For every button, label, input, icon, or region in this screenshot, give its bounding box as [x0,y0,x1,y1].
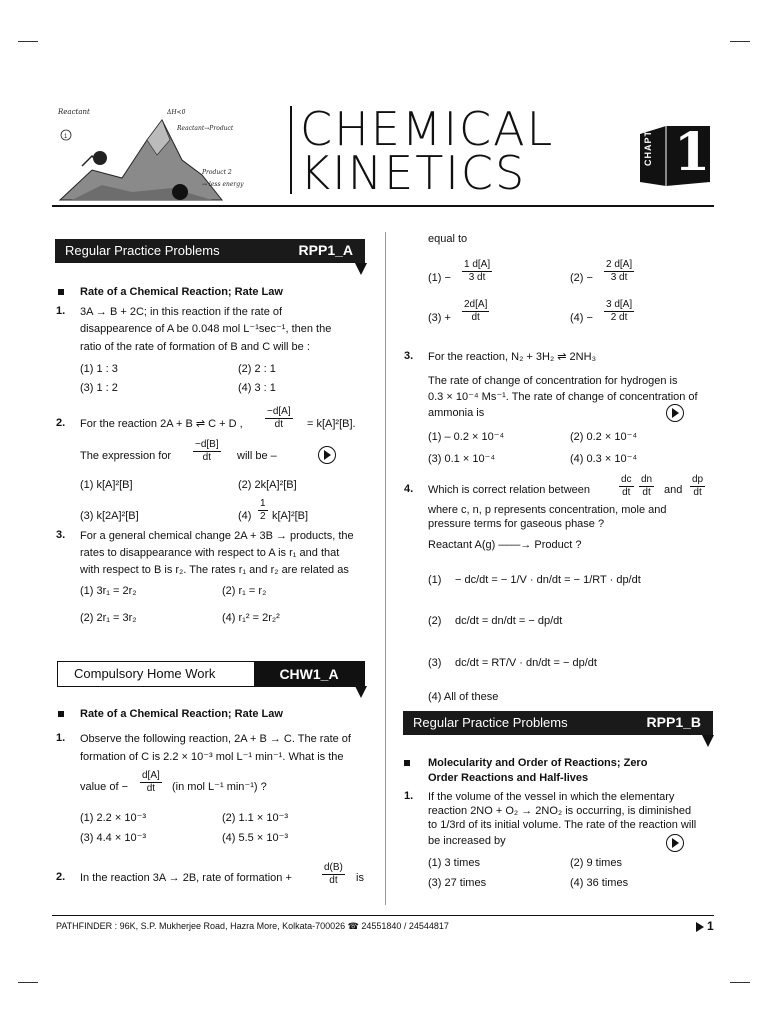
option: (4) 5.5 × 10⁻³ [222,832,289,844]
fraction: $\frac{-d[A]}{dt}$ [267,406,291,430]
q-text: pressure terms for gaseous phase ? [428,518,605,530]
bullet [58,711,64,717]
topic-heading: Order Reactions and Half-lives [428,772,589,784]
option: (2) r₁ = r₂ [222,585,267,597]
option: (3) + [428,312,451,324]
q-text: The rate of change of concentration for hydrogen is [428,375,678,387]
fraction: $\frac{2d[A]}{dt}$ [464,299,488,323]
crop-mark [730,41,750,42]
q-text: In the reaction 3A → 2B, rate of formation + [80,872,292,884]
q-text: rates to disappearance with respect to A is r₁ and that [80,547,340,559]
fraction: $\frac{1}{2}$ [260,498,266,522]
svg-text:ΔH<0: ΔH<0 [167,109,186,116]
q-text: ratio of the rate of formation of B and C will be : [80,341,310,353]
chapter-number: 1 [674,122,711,183]
svg-text:Reactant: Reactant [58,108,90,116]
bullet [58,289,64,295]
option: (2) 0.2 × 10⁻⁴ [570,431,638,443]
option-expression: − dc/dt = − 1/V · dn/dt = − 1/RT · dp/dt [455,574,641,586]
option: (1) [428,574,442,586]
fraction: $\frac{2 d[A]}{3 dt}$ [606,259,633,283]
fraction: $\frac{d(B)}{dt}$ [324,862,343,886]
q-text: If the volume of the vessel in which the elementary [428,791,675,803]
option: (4) r₁² = 2r₂² [222,612,280,624]
q-number: 1. [56,732,66,744]
fraction: $\frac{1 d[A]}{3 dt}$ [464,259,491,283]
option: (1) 2.2 × 10⁻³ [80,812,147,824]
footer-rule [52,915,714,916]
fraction: $\frac{3 d[A]}{2 dt}$ [606,299,633,323]
q-text: Reactant A(g) ——→ Product ? [428,539,582,551]
option: (4) 0.3 × 10⁻⁴ [570,453,638,465]
header-illustration [52,100,272,205]
crop-mark [730,982,750,983]
q-text: Observe the following reaction, 2A + B → C. The rate of [80,733,351,745]
section-banner-rpp1a: Regular Practice Problems RPP1_A [55,239,365,263]
q-text: 0.3 × 10⁻⁴ Ms⁻¹. The rate of change of concentration of [428,391,698,403]
option: (2) − [570,272,593,284]
chapter-badge [636,115,714,186]
q-text: reaction 2NO + O₂ → 2NO₂ is occurring, is diminished [428,805,692,817]
q-text: For a general chemical change 2A + 3B → products, the [80,530,354,542]
crop-mark [18,982,38,983]
option: (4) All of these [428,691,499,703]
option: (3) 27 times [428,877,487,889]
banner-tick [355,263,367,277]
video-solution-button[interactable] [666,834,684,852]
option: (2) 1.1 × 10⁻³ [222,812,289,824]
video-solution-button[interactable] [666,404,684,422]
chapter-label: CHAPTER [643,115,653,166]
q-text: value of − [80,781,129,793]
option: (2) 2 : 1 [238,363,276,375]
q-text: Which is correct relation between [428,484,591,496]
q-text: to 1/3rd of its initial volume. The rate of the reaction will [428,819,697,831]
option: (3) 4.4 × 10⁻³ [80,832,147,844]
fraction: $\frac{dp}{dt}$ [692,474,704,498]
page-arrow-icon [696,922,704,932]
option: (1) − [428,272,451,284]
option: (3) 1 : 2 [80,382,118,394]
svg-text:→ less energy: → less energy [202,181,244,188]
q-text: where c, n, p represents concentration, mole and [428,504,667,516]
section-banner-rpp1b: Regular Practice Problems RPP1_B [403,711,713,735]
q-number: 3. [56,529,66,541]
option-expression: dc/dt = RT/V · dn/dt = − dp/dt [455,657,597,669]
topic-heading: Rate of a Chemical Reaction; Rate Law [80,286,283,298]
option: (4) 36 times [570,877,629,889]
q-text: with respect to B is r₂. The rates r₁ and r₂ are related as [80,564,349,576]
q-number: 2. [56,417,66,429]
q-number: 4. [404,483,414,495]
q-number: 1. [56,305,66,317]
fraction: $\frac{dc}{dt}$ [621,474,632,498]
option: (1) 3 times [428,857,480,869]
banner-tick [355,686,367,700]
title-divider [290,106,292,194]
option: (4) [238,510,252,522]
option: (1) k[A]²[B] [80,479,133,491]
header-rule [52,205,714,207]
option: (3) k[2A]²[B] [80,510,139,522]
option: (2) 2r₁ = 3r₂ [80,612,137,624]
q-number: 2. [56,871,66,883]
banner-tick [702,735,714,749]
fraction: $\frac{d[A]}{dt}$ [142,770,160,794]
q-text: and [664,484,683,496]
video-solution-button[interactable] [318,446,336,464]
q-text: = k[A]²[B]. [307,418,356,430]
option: (2) [428,615,442,627]
crop-mark [18,41,38,42]
bullet [404,760,410,766]
q-text: be increased by [428,835,506,847]
option: (3) 0.1 × 10⁻⁴ [428,453,496,465]
q-text: The expression for [80,450,172,462]
q-text: formation of C is 2.2 × 10⁻³ mol L⁻¹ min⁻¹. What is the [80,751,344,763]
column-divider [385,232,386,905]
option: (1) – 0.2 × 10⁻⁴ [428,431,505,443]
q-text: For the reaction 2A + B ⇌ C + D , [80,418,243,430]
q-text: equal to [428,233,468,245]
section-banner-chw1a: Compulsory Home Work CHW1_A [57,661,365,687]
chapter-title-line2: KINETICS [300,146,527,200]
chapter-title-line1: CHEMICAL [300,102,555,156]
option: (4) − [570,312,593,324]
q-number: 3. [404,350,414,362]
q-number: 1. [404,790,414,802]
svg-text:1: 1 [64,134,68,140]
page-number: 1 [707,919,714,933]
option: (2) 9 times [570,857,622,869]
q-text: disappearence of A be 0.048 mol L⁻¹sec⁻¹, then the [80,323,332,335]
svg-text:Reactant→Product: Reactant→Product [177,125,234,132]
q-text: (in mol L⁻¹ min⁻¹) ? [172,781,267,793]
q-text: ammonia is [428,407,485,419]
topic-heading: Rate of a Chemical Reaction; Rate Law [80,708,283,720]
option-expression: dc/dt = dn/dt = − dp/dt [455,615,563,627]
option: (1) 1 : 3 [80,363,118,375]
option: (1) 3r₁ = 2r₂ [80,585,137,597]
svg-text:Product 2: Product 2 [202,169,232,176]
option: (4) 3 : 1 [238,382,276,394]
topic-heading: Molecularity and Order of Reactions; Zero [428,757,648,769]
q-text: is [356,872,364,884]
option: (3) [428,657,442,669]
q-text: 3A → B + 2C; in this reaction if the rate of [80,306,283,318]
fraction: $\frac{dn}{dt}$ [641,474,653,498]
option: k[A]²[B] [272,510,309,522]
option: (2) 2k[A]²[B] [238,479,297,491]
footer-address: PATHFINDER : 96K, S.P. Mukherjee Road, Hazra More, Kolkata-700026 ☎ 24551840 / 24544817 [56,921,449,931]
fraction: $\frac{-d[B]}{dt}$ [195,439,219,463]
q-text: will be – [237,450,277,462]
q-text: For the reaction, N₂ + 3H₂ ⇌ 2NH₃ [428,351,597,363]
